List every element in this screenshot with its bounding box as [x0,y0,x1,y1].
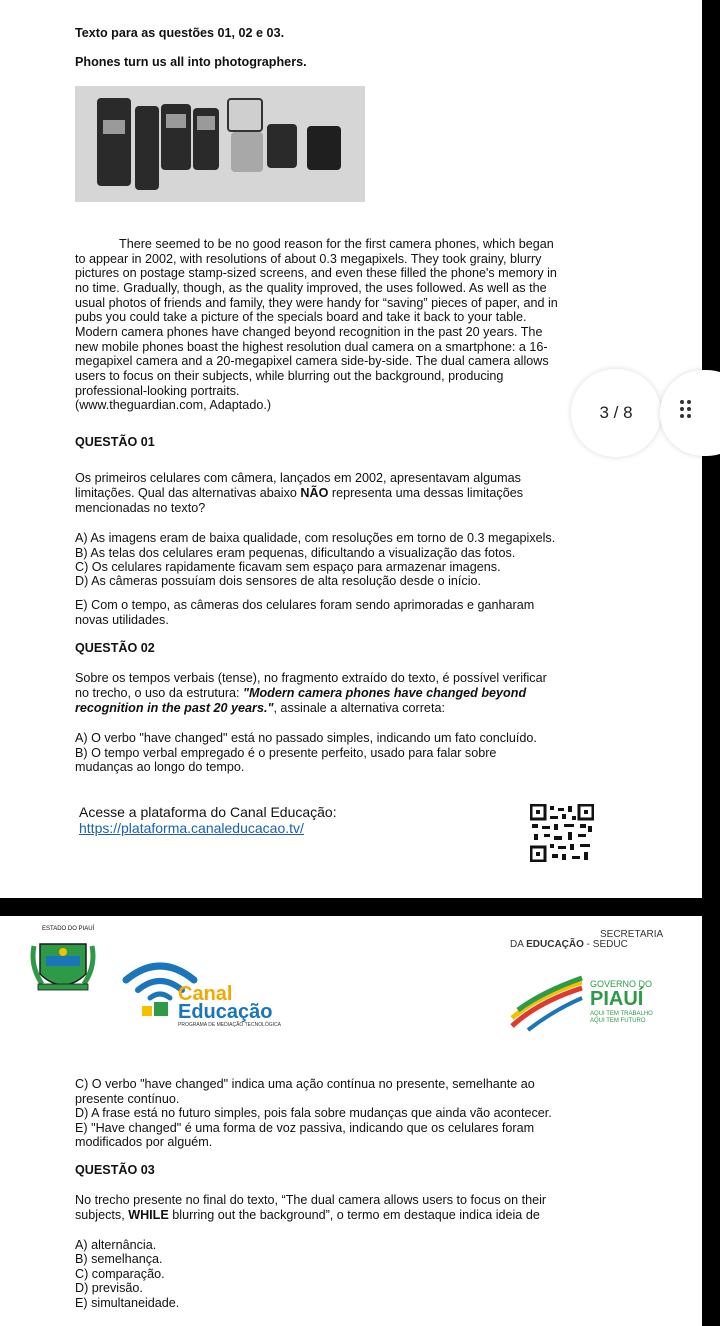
secretaria-education: DA EDUCAÇÃO - SEDUC [510,939,628,950]
answer-option: B) semelhança. [75,1252,163,1266]
qr-code-icon[interactable] [530,804,594,862]
answer-option: A) O verbo "have changed" está no passado simples, indicando um fato concluído. [75,731,537,745]
slogan-1: AQUI TEM TRABALHO [590,1011,653,1017]
answer-option: D) A frase está no futuro simples, pois fala sobre mudanças que ainda vão acontecer. [75,1106,552,1120]
article-line: usual photos of friends and family, they were handy for “saving” pieces of paper, and in [75,296,558,310]
answer-option: C) Os celulares rapidamente ficavam sem espaço para armazenar imagens. [75,560,501,574]
article-line: pictures on postage stamp-sized screens, and even these filled the phone's memory in [75,266,557,280]
header-title: Texto para as questões 01, 02 e 03. [75,26,285,40]
emphasis-while: WHILE [128,1208,169,1222]
article-line: Modern camera phones have changed beyond recognition in the past 20 years. The [75,325,543,339]
article-line: professional-looking portraits. [75,384,240,398]
governo-label: GOVERNO DO [590,979,653,989]
answer-option: D) As câmeras possuíam dois sensores de alta resolução desde o início. [75,574,482,588]
answer-option: novas utilidades. [75,613,169,627]
educacao-label: Educação [178,1001,273,1023]
answer-option: presente contínuo. [75,1092,180,1106]
answer-option: E) Com o tempo, as câmeras dos celulares foram sendo aprimoradas e ganharam [75,598,535,612]
question-3-prompt: subjects, WHILE blurring out the background”, o termo em destaque indica ideia de [75,1208,540,1222]
answer-option: B) O tempo verbal empregado é o presente perfeito, usado para falar sobre [75,746,497,760]
question-2-title: QUESTÃO 02 [75,641,155,655]
question-1-title: QUESTÃO 01 [75,435,155,449]
programa-label: PROGRAMA DE MEDIAÇÃO TECNOLÓGICA [178,1022,281,1028]
question-3-title: QUESTÃO 03 [75,1163,155,1177]
answer-option: D) previsão. [75,1281,143,1295]
piaui-label: PIAUÍ [590,988,644,1010]
article-line: no time. Gradually, though, as the quality improved, the uses followed. As well as the [75,281,547,295]
slogan-2: AQUI TEM FUTURO [590,1018,646,1024]
question-1-prompt: limitações. Qual das alternativas abaixo NÃO representa uma dessas limitações [75,486,524,500]
article-line: pubs you could take a picture of the specials board and take it back to your table. [75,310,527,324]
question-2-prompt: recognition in the past 20 years.", assinale a alternativa correta: [75,701,445,715]
answer-option: C) comparação. [75,1267,165,1281]
answer-option: A) alternância. [75,1238,157,1252]
secretaria-label: SECRETARIA [600,929,664,940]
platform-link[interactable]: https://plataforma.canaleducacao.tv/ [79,820,304,836]
more-vertical-icon [680,400,692,420]
page-indicator [571,369,661,457]
answer-option: E) simultaneidade. [75,1296,180,1310]
article-line: megapixel camera and a 20-megapixel camera side-by-side. The dual camera allows [75,354,549,368]
answer-option: E) "Have changed" é uma forma de voz passiva, indicando que os celulares foram [75,1121,535,1135]
question-1-prompt: mencionadas no texto? [75,501,206,515]
answer-option: modificados por alguém. [75,1135,213,1149]
answer-option: A) As imagens eram de baixa qualidade, com resoluções em torno de 0.3 megapixels. [75,531,556,545]
article-line: new mobile phones boast the highest resolution dual camera on a smartphone: a 16- [75,340,548,354]
phones-photo [75,86,365,202]
page-indicator-text: 3 / 8 [599,403,633,422]
answer-option: B) As telas dos celulares eram pequenas, dificultando a visualização das fotos. [75,546,516,560]
answer-option: mudanças ao longo do tempo. [75,760,245,774]
question-1-prompt: Os primeiros celulares com câmera, lançados em 2002, apresentavam algumas [75,471,521,485]
question-3-prompt: No trecho presente no final do texto, “The dual camera allows users to focus on their [75,1193,547,1207]
estado-label: ESTADO DO PIAUÍ [42,926,95,932]
question-2-prompt: no trecho, o uso da estrutura: "Modern camera phones have changed beyond [75,686,527,700]
source-credit: (www.theguardian.com, Adaptado.) [75,398,272,412]
document-page-2 [0,916,702,1326]
article-title: Phones turn us all into photographers. [75,55,307,69]
article-line: There seemed to be no good reason for the first camera phones, which began [119,237,554,251]
platform-text: Acesse a plataforma do Canal Educação: [79,804,337,820]
question-2-prompt: Sobre os tempos verbais (tense), no fragmento extraído do texto, é possível verificar [75,671,547,685]
answer-option: C) O verbo "have changed" indica uma ação contínua no presente, semelhante ao [75,1077,535,1091]
piaui-coat-of-arms-icon [30,926,96,1002]
piaui-flag-stripes-icon [508,974,584,1034]
canal-label: Canal [178,983,233,1005]
article-line: users to focus on their subjects, while blurring out the background, producing [75,369,504,383]
article-line: to appear in 2002, with resolutions of about 0.3 megapixels. They took grainy, blurry [75,252,542,266]
emphasis-nao: NÃO [300,486,329,500]
